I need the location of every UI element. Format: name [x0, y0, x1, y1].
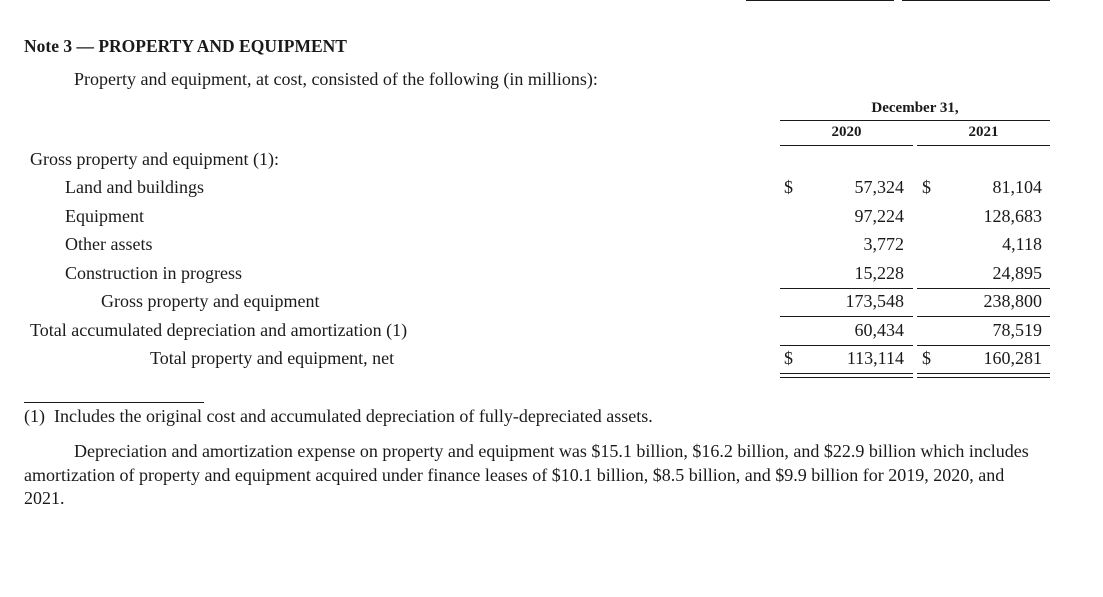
period-header: December 31, — [871, 100, 959, 116]
value-2021: 81,104 — [992, 177, 1042, 197]
footnote-separator — [24, 402, 204, 403]
row-label: Land and buildings — [65, 177, 204, 197]
subtotal-rule-2021 — [917, 345, 1050, 346]
value-2021: 24,895 — [992, 263, 1042, 283]
year-header-rule-2021 — [917, 145, 1050, 146]
value-2021: 238,800 — [983, 291, 1042, 311]
section-label: Gross property and equipment (1): — [30, 149, 279, 169]
row-label: Construction in progress — [65, 263, 242, 283]
value-2020: 15,228 — [854, 263, 904, 283]
value-2021: 128,683 — [983, 206, 1042, 226]
value-2020: 113,114 — [846, 348, 904, 368]
row-label: Total accumulated depreciation and amortization (1) — [30, 320, 408, 340]
period-header-rule — [780, 120, 1050, 121]
value-2020: 3,772 — [863, 234, 904, 254]
depreciation-paragraph-text: Depreciation and amortization expense on property and equipment was $15.1 billion, $16.2 billion, and $22.9 billion which includes amortization of property and equipment acquired under finance leases of $10.1 billion, $8.5 billion, and $9.9 billion for 2019, 2020, and 2021. — [24, 441, 1029, 508]
value-2021: 4,118 — [1002, 234, 1042, 254]
subtotal-rule-2021 — [917, 288, 1050, 289]
total-double-rule-2021 — [917, 373, 1050, 374]
year-header-2020: 2020 — [831, 124, 862, 140]
row-label: Other assets — [65, 234, 153, 254]
value-2020: 57,324 — [854, 177, 904, 197]
subtotal-rule-2020 — [780, 288, 913, 289]
dollar-sign: $ — [922, 177, 931, 197]
total-double-rule-2020 — [780, 373, 913, 374]
note-title: Note 3 — PROPERTY AND EQUIPMENT — [24, 36, 347, 56]
dollar-sign: $ — [784, 177, 793, 197]
top-rule-left — [746, 0, 894, 1]
total-double-rule-2020 — [780, 377, 913, 378]
row-label: Total property and equipment, net — [150, 348, 395, 368]
value-2020: 97,224 — [854, 206, 904, 226]
intro-text: Property and equipment, at cost, consisted of the following (in millions): — [74, 69, 598, 89]
dollar-sign: $ — [784, 348, 793, 368]
top-rule-right — [902, 0, 1050, 1]
value-2020: 173,548 — [845, 291, 904, 311]
total-double-rule-2021 — [917, 377, 1050, 378]
year-header-rule-2020 — [780, 145, 913, 146]
year-header-2021: 2021 — [968, 124, 999, 140]
depreciation-paragraph — [24, 440, 1034, 511]
value-2021: 78,519 — [992, 320, 1042, 340]
subtotal-rule-2021 — [917, 316, 1050, 317]
value-2020: 60,434 — [854, 320, 904, 340]
row-label: Equipment — [65, 206, 144, 226]
subtotal-rule-2020 — [780, 316, 913, 317]
value-2021: 160,281 — [983, 348, 1042, 368]
row-label: Gross property and equipment — [101, 291, 320, 311]
footnote: (1) Includes the original cost and accumulated depreciation of fully-depreciated assets. — [24, 406, 653, 426]
dollar-sign: $ — [922, 348, 931, 368]
subtotal-rule-2020 — [780, 345, 913, 346]
